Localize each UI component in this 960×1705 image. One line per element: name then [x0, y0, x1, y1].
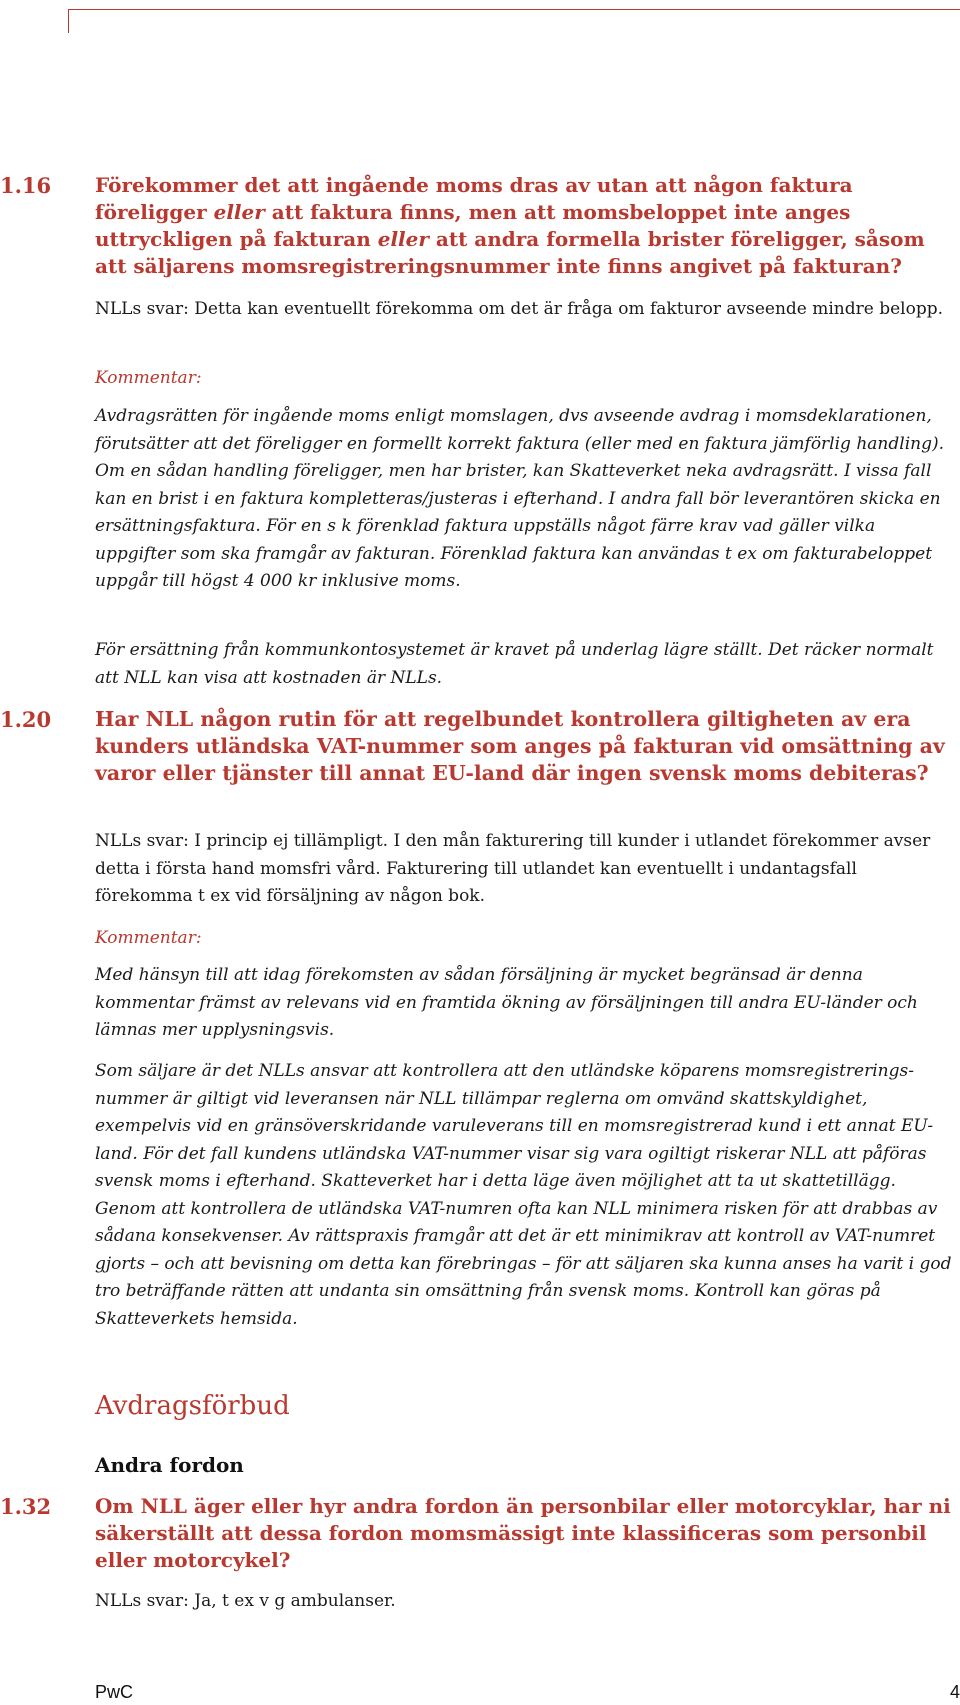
comment-label-1-16: Kommentar: — [95, 368, 202, 388]
question-1-20: Har NLL någon rutin för att regelbundet kontrollera giltigheten av era kunders utländska VAT-nummer som anges på fakturan vid omsättning av varor eller tjänster till annat EU-land där ingen svensk moms debiteras? — [95, 707, 945, 785]
answer-1-16: NLLs svar: Detta kan eventuellt förekomma om det är fråga om fakturor avseende mindre belopp. — [95, 299, 944, 319]
question-1-32: Om NLL äger eller hyr andra fordon än personbilar eller motorcyklar, har ni säkerställt att dessa fordon momsmässigt inte klassificeras som personbil eller motorcykel? — [95, 1494, 951, 1572]
question-1-16: Förekommer det att ingående moms dras av utan att någon faktura föreligger eller att faktura finns, men att momsbeloppet inte anges uttryckligen på fakturan eller att andra formella brister föreligger, såsom att säljarens momsregistreringsnummer inte finns angivet på fakturan? — [95, 173, 925, 278]
comment-1-16-paragraph-1: Avdragsrätten för ingående moms enligt momslagen, dvs avseende avdrag i momsdeklarationen, förutsätter att det föreligger en formellt korrekt faktura (eller med en faktura jämförlig handling). Om en sådan handling föreligger, men har brister, kan Skatteverket neka avdragsrätt. I vissa fall kan en brist i en faktura kompletteras/justeras i efterhand. I andra fall bör leverantören skicka en ersättningsfaktura. För en s k förenklad faktura uppställs något färre krav vad gäller vilka uppgifter som ska framgår av fakturan. Förenklad faktura kan användas t ex om fakturabeloppet uppgår till högst 4 000 kr inklusive moms. — [95, 406, 944, 591]
comment-1-20-paragraph-1: Med hänsyn till att idag förekomsten av sådan försäljning är mycket begränsad är denna kommentar främst av relevans vid en framtida ökning av försäljningen till andra EU-länder och lämnas mer upplysningsvis. — [95, 965, 918, 1040]
question-number-1-16: 1.16 — [0, 173, 52, 198]
comment-1-20-paragraph-2: Som säljare är det NLLs ansvar att kontrollera att den utländske köparens momsregistrerings-nummer är giltigt vid leveransen när NLL tillämpar reglerna om omvänd skattskyldighet, exempelvis vid en gränsöverskridande varuleverans till en momsregistrerad kund i ett annat EU-land. För det fall kundens utländska VAT-nummer visar sig vara ogiltigt riskerar NLL att påföras svensk moms i efterhand. Skatteverket har i detta läge även möjlighet att ta ut skattetillägg. Genom att kontrollera de utländska VAT-numren ofta kan NLL minimera risken för att drabbas av sådana konsekvenser. Av rättspraxis framgår att det är ett minimikrav att kontroll av VAT-numret gjorts – och att bevisning om detta kan förebringas – för att säljaren ska kunna anses ha varit i god tro beträffande rätten att undanta sin omsättning från svensk moms. Kontroll kan göras på Skatteverkets hemsida. — [95, 1061, 952, 1329]
header-rule-corner — [68, 9, 69, 33]
subsection-heading: Andra fordon — [95, 1453, 244, 1477]
comment-label-1-20: Kommentar: — [95, 928, 202, 948]
comment-1-16-paragraph-2: För ersättning från kommunkontosystemet är kravet på underlag lägre ställt. Det räcker normalt att NLL kan visa att kostnaden är NLLs. — [95, 640, 934, 688]
answer-1-20: NLLs svar: I princip ej tillämpligt. I den mån fakturering till kunder i utlandet förekommer avser detta i första hand momsfri vård. Fakturering till utlandet kan eventuellt i undantagsfall förekomma t ex vid försäljning av någon bok. — [95, 831, 931, 906]
page-number: 4 — [949, 1682, 960, 1702]
answer-1-32: NLLs svar: Ja, t ex v g ambulanser. — [95, 1591, 396, 1611]
question-number-1-32: 1.32 — [0, 1494, 52, 1519]
header-rule — [68, 9, 960, 10]
section-heading: Avdragsförbud — [95, 1391, 290, 1421]
footer-brand: PwC — [95, 1682, 134, 1702]
question-number-1-20: 1.20 — [0, 707, 52, 732]
